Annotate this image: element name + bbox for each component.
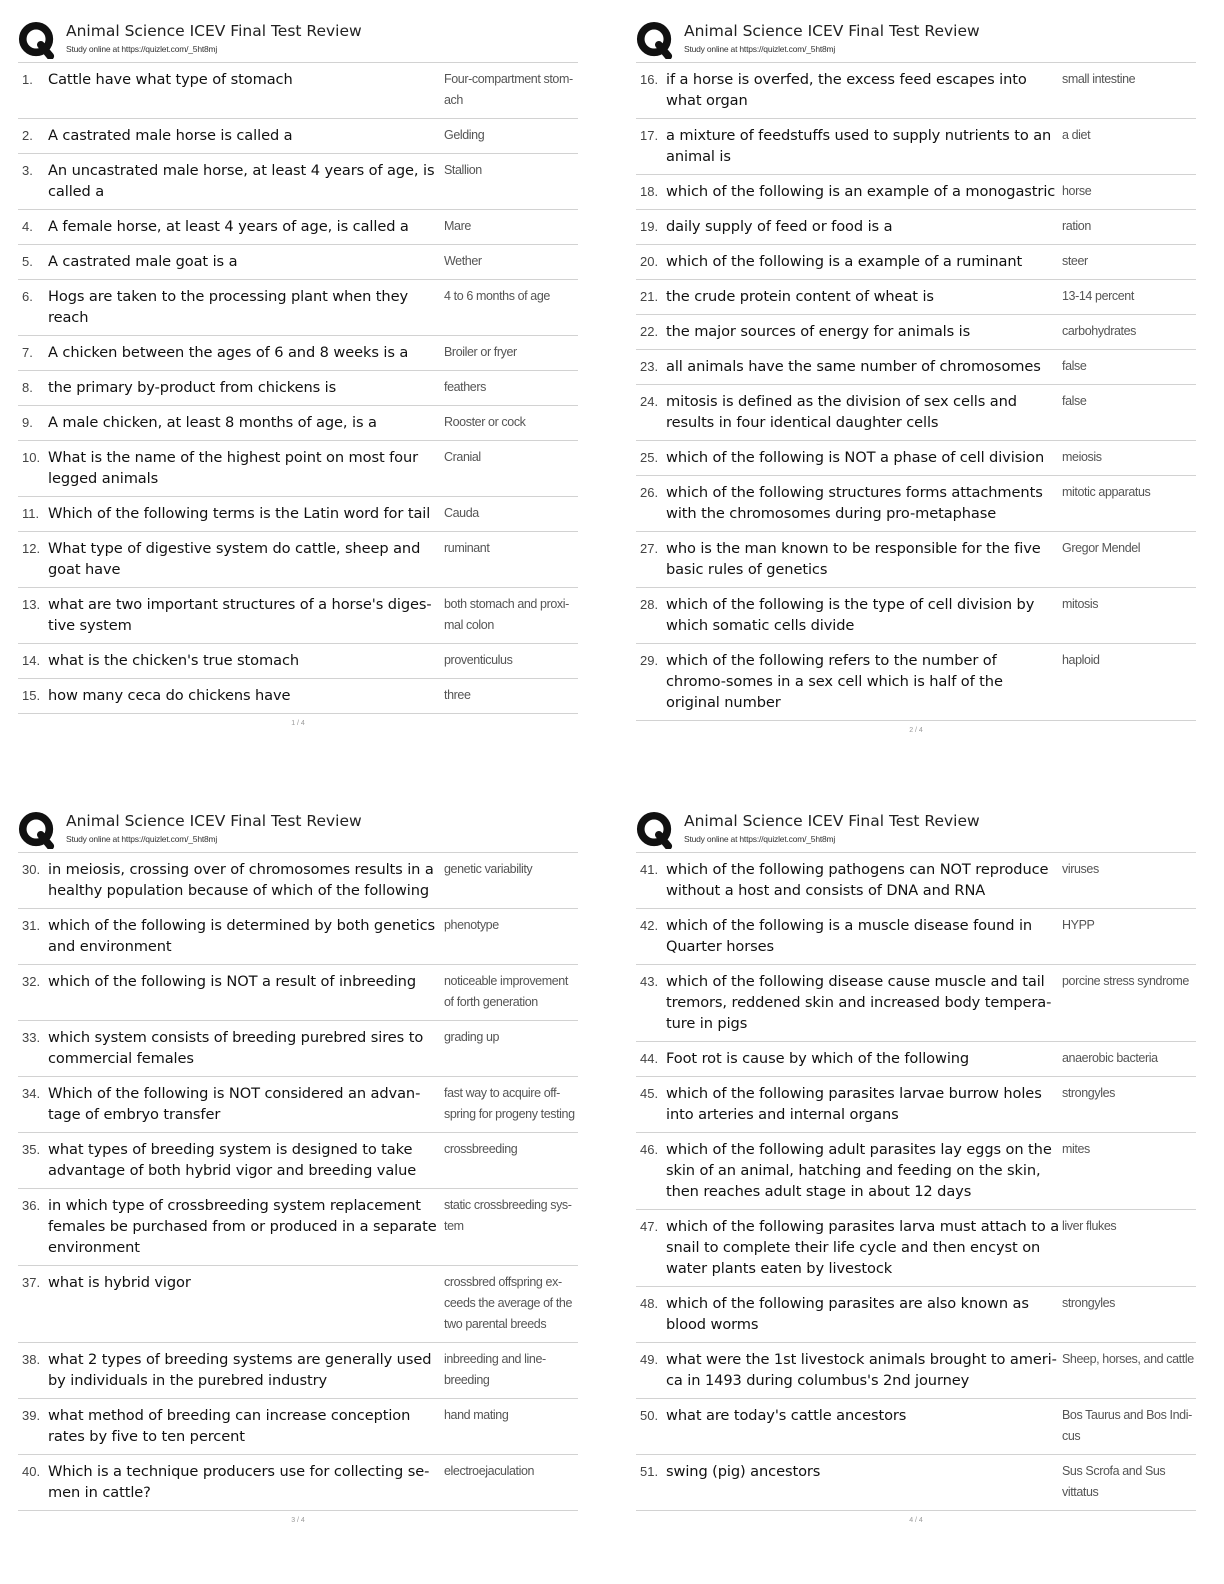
qa-row bbox=[636, 119, 1196, 175]
question-number: 28. bbox=[640, 597, 659, 612]
question-text: A male chicken, at least 8 months of age, is a bbox=[48, 414, 377, 431]
question-text: the crude protein content of wheat is bbox=[666, 288, 934, 305]
qa-row bbox=[18, 1399, 578, 1455]
qa-row bbox=[636, 350, 1196, 385]
qa-row bbox=[636, 315, 1196, 350]
study-link[interactable]: Study online at https://quizlet.com/_5ht8mj bbox=[66, 44, 218, 54]
answer-text: mitosis bbox=[1062, 597, 1099, 611]
qa-row bbox=[18, 336, 578, 371]
study-link[interactable]: Study online at https://quizlet.com/_5ht8mj bbox=[66, 834, 218, 844]
qa-row bbox=[18, 210, 578, 245]
question-text: Foot rot is cause by which of the following bbox=[666, 1050, 970, 1067]
qa-row bbox=[18, 371, 578, 406]
question-text: a mixture of feedstuffs used to supply nutrients to an animal is bbox=[666, 127, 1052, 165]
question-text: which of the following is the type of cell division by which somatic cells divide bbox=[666, 596, 1035, 634]
question-number: 25. bbox=[640, 450, 659, 465]
qa-row bbox=[636, 909, 1196, 965]
qa-row bbox=[18, 1343, 578, 1399]
question-number: 6. bbox=[22, 289, 33, 304]
answer-text: carbohydrates bbox=[1062, 324, 1137, 338]
qa-row bbox=[636, 1287, 1196, 1343]
question-text: swing (pig) ancestors bbox=[666, 1463, 821, 1480]
answer-text: HYPP bbox=[1062, 918, 1095, 932]
question-number: 43. bbox=[640, 974, 659, 989]
qa-row bbox=[636, 1133, 1196, 1210]
qa-row bbox=[636, 63, 1196, 119]
question-text: Which is a technique producers use for collecting se-men in cattle? bbox=[48, 1463, 430, 1501]
qa-list bbox=[636, 62, 1196, 721]
qa-row bbox=[18, 909, 578, 965]
question-number: 29. bbox=[640, 653, 659, 668]
answer-text: Wether bbox=[444, 254, 482, 268]
question-text: daily supply of feed or food is a bbox=[666, 218, 893, 235]
qa-row bbox=[636, 385, 1196, 441]
qa-row bbox=[18, 1189, 578, 1266]
qa-row bbox=[636, 532, 1196, 588]
qa-row bbox=[636, 1077, 1196, 1133]
answer-text: Stallion bbox=[444, 163, 482, 177]
qa-row bbox=[18, 965, 578, 1021]
question-number: 4. bbox=[22, 219, 33, 234]
qa-row bbox=[636, 175, 1196, 210]
question-text: which of the following parasites larvae burrow holes into arteries and internal organs bbox=[666, 1085, 1042, 1123]
quizlet-logo-icon bbox=[636, 21, 674, 59]
page-header bbox=[18, 808, 578, 852]
question-text: which of the following adult parasites lay eggs on the skin of an animal, hatching and feeding on the skin, then reaches adult stage in about 12 days bbox=[666, 1141, 1052, 1200]
question-number: 35. bbox=[22, 1142, 41, 1157]
question-text: what is hybrid vigor bbox=[48, 1274, 191, 1291]
question-number: 47. bbox=[640, 1219, 659, 1234]
qa-row bbox=[18, 1266, 578, 1343]
question-number: 50. bbox=[640, 1408, 659, 1423]
study-link[interactable]: Study online at https://quizlet.com/_5ht8mj bbox=[684, 44, 836, 54]
question-text: Hogs are taken to the processing plant when they reach bbox=[48, 288, 408, 326]
answer-text: strongyles bbox=[1062, 1296, 1115, 1310]
question-text: What is the name of the highest point on most four legged animals bbox=[48, 449, 419, 487]
qa-row bbox=[18, 853, 578, 909]
question-text: the major sources of energy for animals is bbox=[666, 323, 971, 340]
question-number: 17. bbox=[640, 128, 659, 143]
question-text: how many ceca do chickens have bbox=[48, 687, 291, 704]
answer-text: inbreeding and line-breeding bbox=[444, 1352, 546, 1387]
answer-text: fast way to acquire off-spring for progeny testing bbox=[444, 1086, 575, 1121]
answer-text: mites bbox=[1062, 1142, 1090, 1156]
page-2 bbox=[636, 18, 1196, 734]
page-number: 2 / 4 bbox=[909, 727, 923, 734]
qa-row bbox=[636, 588, 1196, 644]
question-text: what types of breeding system is designed to take advantage of both hybrid vigor and breeding value bbox=[48, 1141, 417, 1179]
qa-row bbox=[636, 441, 1196, 476]
question-number: 39. bbox=[22, 1408, 41, 1423]
qa-list bbox=[636, 852, 1196, 1511]
answer-text: phenotype bbox=[444, 918, 499, 932]
question-text: which of the following refers to the number of chromo-somes in a sex cell which is half of the original number bbox=[666, 652, 1003, 711]
qa-row bbox=[636, 853, 1196, 909]
page-title: Animal Science ICEV Final Test Review bbox=[684, 812, 980, 830]
answer-text: a diet bbox=[1062, 128, 1091, 142]
question-number: 42. bbox=[640, 918, 659, 933]
qa-list bbox=[18, 62, 578, 714]
page-number: 1 / 4 bbox=[291, 720, 305, 727]
answer-text: false bbox=[1062, 394, 1087, 408]
question-number: 8. bbox=[22, 380, 33, 395]
question-number: 10. bbox=[22, 450, 41, 465]
answer-text: proventiculus bbox=[444, 653, 513, 667]
question-number: 22. bbox=[640, 324, 659, 339]
qa-row bbox=[18, 532, 578, 588]
question-number: 30. bbox=[22, 862, 41, 877]
page-title: Animal Science ICEV Final Test Review bbox=[66, 22, 362, 40]
question-text: A castrated male horse is called a bbox=[48, 127, 293, 144]
question-text: Which of the following is NOT considered an advan-tage of embryo transfer bbox=[48, 1085, 421, 1123]
question-number: 44. bbox=[640, 1051, 659, 1066]
question-number: 7. bbox=[22, 345, 33, 360]
question-number: 12. bbox=[22, 541, 41, 556]
question-number: 45. bbox=[640, 1086, 659, 1101]
question-text: An uncastrated male horse, at least 4 years of age, is called a bbox=[48, 162, 435, 200]
question-text: in which type of crossbreeding system replacement females be purchased from or produced in a separate environment bbox=[48, 1197, 437, 1256]
answer-text: Mare bbox=[444, 219, 471, 233]
question-text: which of the following is NOT a result of inbreeding bbox=[48, 973, 416, 990]
question-text: what are two important structures of a horse's diges-tive system bbox=[48, 596, 432, 634]
answer-text: porcine stress syndrome bbox=[1062, 974, 1189, 988]
question-text: what 2 types of breeding systems are generally used by individuals in the purebred industry bbox=[48, 1351, 432, 1389]
question-number: 15. bbox=[22, 688, 41, 703]
qa-row bbox=[18, 1077, 578, 1133]
qa-row bbox=[636, 280, 1196, 315]
qa-row bbox=[18, 63, 578, 119]
page-number: 4 / 4 bbox=[909, 1517, 923, 1524]
answer-text: meiosis bbox=[1062, 450, 1102, 464]
page-title: Animal Science ICEV Final Test Review bbox=[684, 22, 980, 40]
question-number: 1. bbox=[22, 72, 33, 87]
question-number: 24. bbox=[640, 394, 659, 409]
question-number: 19. bbox=[640, 219, 659, 234]
question-text: what are today's cattle ancestors bbox=[666, 1407, 907, 1424]
answer-text: Bos Taurus and Bos Indi-cus bbox=[1062, 1408, 1192, 1443]
answer-text: noticeable improvement of forth generation bbox=[444, 974, 568, 1009]
question-text: What type of digestive system do cattle, sheep and goat have bbox=[48, 540, 421, 578]
qa-row bbox=[18, 588, 578, 644]
question-text: in meiosis, crossing over of chromosomes results in a healthy population because of which of the following bbox=[48, 861, 434, 899]
question-text: which of the following is NOT a phase of cell division bbox=[666, 449, 1045, 466]
question-number: 3. bbox=[22, 163, 33, 178]
answer-text: electroejaculation bbox=[444, 1464, 535, 1478]
question-text: A castrated male goat is a bbox=[48, 253, 238, 270]
question-text: what is the chicken's true stomach bbox=[48, 652, 300, 669]
question-number: 26. bbox=[640, 485, 659, 500]
question-number: 51. bbox=[640, 1464, 659, 1479]
qa-list bbox=[18, 852, 578, 1511]
question-number: 40. bbox=[22, 1464, 41, 1479]
question-text: which of the following pathogens can NOT reproduce without a host and consists of DNA and RNA bbox=[666, 861, 1049, 899]
page-1 bbox=[18, 18, 578, 727]
question-number: 36. bbox=[22, 1198, 41, 1213]
question-number: 32. bbox=[22, 974, 41, 989]
page-title: Animal Science ICEV Final Test Review bbox=[66, 812, 362, 830]
qa-row bbox=[636, 1210, 1196, 1287]
qa-row bbox=[636, 965, 1196, 1042]
qa-row bbox=[18, 497, 578, 532]
study-link[interactable]: Study online at https://quizlet.com/_5ht8mj bbox=[684, 834, 836, 844]
answer-text: Four-compartment stom-ach bbox=[444, 72, 573, 107]
qa-row bbox=[18, 1133, 578, 1189]
qa-row bbox=[636, 644, 1196, 721]
answer-text: hand mating bbox=[444, 1408, 509, 1422]
question-number: 33. bbox=[22, 1030, 41, 1045]
answer-text: mitotic apparatus bbox=[1062, 485, 1151, 499]
qa-row bbox=[636, 1042, 1196, 1077]
question-text: A female horse, at least 4 years of age, is called a bbox=[48, 218, 409, 235]
question-number: 20. bbox=[640, 254, 659, 269]
question-text: which system consists of breeding purebred sires to commercial females bbox=[48, 1029, 424, 1067]
question-number: 31. bbox=[22, 918, 41, 933]
answer-text: Cauda bbox=[444, 506, 479, 520]
question-text: Which of the following terms is the Latin word for tail bbox=[48, 505, 431, 522]
question-text: A chicken between the ages of 6 and 8 weeks is a bbox=[48, 344, 409, 361]
question-number: 11. bbox=[22, 506, 40, 521]
question-text: what were the 1st livestock animals brought to ameri-ca in 1493 during columbus's 2nd journey bbox=[666, 1351, 1057, 1389]
answer-text: ruminant bbox=[444, 541, 490, 555]
question-number: 48. bbox=[640, 1296, 659, 1311]
question-number: 46. bbox=[640, 1142, 659, 1157]
answer-text: crossbred offspring ex-ceeds the average of the two parental breeds bbox=[444, 1275, 572, 1331]
question-number: 21. bbox=[640, 289, 659, 304]
qa-row bbox=[18, 441, 578, 497]
question-text: mitosis is defined as the division of sex cells and results in four identical daughter cells bbox=[666, 393, 1017, 431]
qa-row bbox=[18, 1455, 578, 1511]
answer-text: Rooster or cock bbox=[444, 415, 526, 429]
question-number: 13. bbox=[22, 597, 41, 612]
answer-text: steer bbox=[1062, 254, 1088, 268]
qa-row bbox=[18, 119, 578, 154]
quizlet-logo-icon bbox=[18, 21, 56, 59]
question-text: which of the following parasites are also known as blood worms bbox=[666, 1295, 1029, 1333]
answer-text: viruses bbox=[1062, 862, 1099, 876]
qa-row bbox=[18, 644, 578, 679]
question-number: 37. bbox=[22, 1275, 41, 1290]
answer-text: Cranial bbox=[444, 450, 481, 464]
question-number: 5. bbox=[22, 254, 33, 269]
answer-text: Broiler or fryer bbox=[444, 345, 517, 359]
qa-row bbox=[18, 280, 578, 336]
quizlet-logo-icon bbox=[18, 811, 56, 849]
question-number: 18. bbox=[640, 184, 659, 199]
question-number: 16. bbox=[640, 72, 659, 87]
answer-text: Sus Scrofa and Sus vittatus bbox=[1062, 1464, 1166, 1499]
quizlet-logo-icon bbox=[636, 811, 674, 849]
question-text: which of the following parasites larva must attach to a snail to complete their life cycle and then encyst on water plants eaten by livestock bbox=[666, 1218, 1060, 1277]
question-text: which of the following is a example of a ruminant bbox=[666, 253, 1023, 270]
answer-text: feathers bbox=[444, 380, 486, 394]
question-number: 9. bbox=[22, 415, 33, 430]
question-number: 2. bbox=[22, 128, 33, 143]
qa-row bbox=[636, 245, 1196, 280]
question-text: which of the following disease cause muscle and tail tremors, reddened skin and increased body tempera-ture in pigs bbox=[666, 973, 1052, 1032]
question-text: which of the following is determined by both genetics and environment bbox=[48, 917, 435, 955]
answer-text: liver flukes bbox=[1062, 1219, 1117, 1233]
question-text: which of the following is an example of a monogastric bbox=[666, 183, 1056, 200]
answer-text: genetic variability bbox=[444, 862, 533, 876]
answer-text: 4 to 6 months of age bbox=[444, 289, 550, 303]
qa-row bbox=[636, 210, 1196, 245]
question-number: 38. bbox=[22, 1352, 41, 1367]
answer-text: Gelding bbox=[444, 128, 485, 142]
answer-text: anaerobic bacteria bbox=[1062, 1051, 1158, 1065]
answer-text: static crossbreeding sys-tem bbox=[444, 1198, 572, 1233]
question-number: 34. bbox=[22, 1086, 41, 1101]
qa-row bbox=[636, 1455, 1196, 1511]
page-number: 3 / 4 bbox=[291, 1517, 305, 1524]
answer-text: ration bbox=[1062, 219, 1091, 233]
qa-row bbox=[18, 1021, 578, 1077]
answer-text: three bbox=[444, 688, 471, 702]
question-text: if a horse is overfed, the excess feed escapes into what organ bbox=[666, 71, 1027, 109]
answer-text: grading up bbox=[444, 1030, 500, 1044]
question-text: what method of breeding can increase conception rates by five to ten percent bbox=[48, 1407, 411, 1445]
answer-text: 13-14 percent bbox=[1062, 289, 1134, 303]
qa-row bbox=[18, 406, 578, 441]
qa-row bbox=[636, 1343, 1196, 1399]
question-number: 23. bbox=[640, 359, 659, 374]
qa-row bbox=[636, 1399, 1196, 1455]
page-header bbox=[18, 18, 578, 62]
answer-text: horse bbox=[1062, 184, 1092, 198]
qa-row bbox=[18, 679, 578, 714]
qa-row bbox=[18, 154, 578, 210]
answer-text: small intestine bbox=[1062, 72, 1136, 86]
question-number: 41. bbox=[640, 862, 659, 877]
question-text: who is the man known to be responsible for the five basic rules of genetics bbox=[666, 540, 1041, 578]
qa-row bbox=[18, 245, 578, 280]
question-text: the primary by-product from chickens is bbox=[48, 379, 337, 396]
page-header bbox=[636, 808, 1196, 852]
question-text: Cattle have what type of stomach bbox=[48, 71, 293, 88]
question-text: which of the following is a muscle disease found in Quarter horses bbox=[666, 917, 1033, 955]
answer-text: crossbreeding bbox=[444, 1142, 518, 1156]
question-text: all animals have the same number of chromosomes bbox=[666, 358, 1041, 375]
page-3 bbox=[18, 808, 578, 1524]
qa-row bbox=[636, 476, 1196, 532]
answer-text: Gregor Mendel bbox=[1062, 541, 1141, 555]
answer-text: both stomach and proxi-mal colon bbox=[444, 597, 569, 632]
question-text: which of the following structures forms attachments with the chromosomes during pro-metaphase bbox=[666, 484, 1043, 522]
question-number: 27. bbox=[640, 541, 659, 556]
answer-text: haploid bbox=[1062, 653, 1100, 667]
answer-text: strongyles bbox=[1062, 1086, 1115, 1100]
question-number: 14. bbox=[22, 653, 41, 668]
question-number: 49. bbox=[640, 1352, 659, 1367]
page-4 bbox=[636, 808, 1196, 1524]
answer-text: false bbox=[1062, 359, 1087, 373]
page-header bbox=[636, 18, 1196, 62]
answer-text: Sheep, horses, and cattle bbox=[1062, 1352, 1194, 1366]
